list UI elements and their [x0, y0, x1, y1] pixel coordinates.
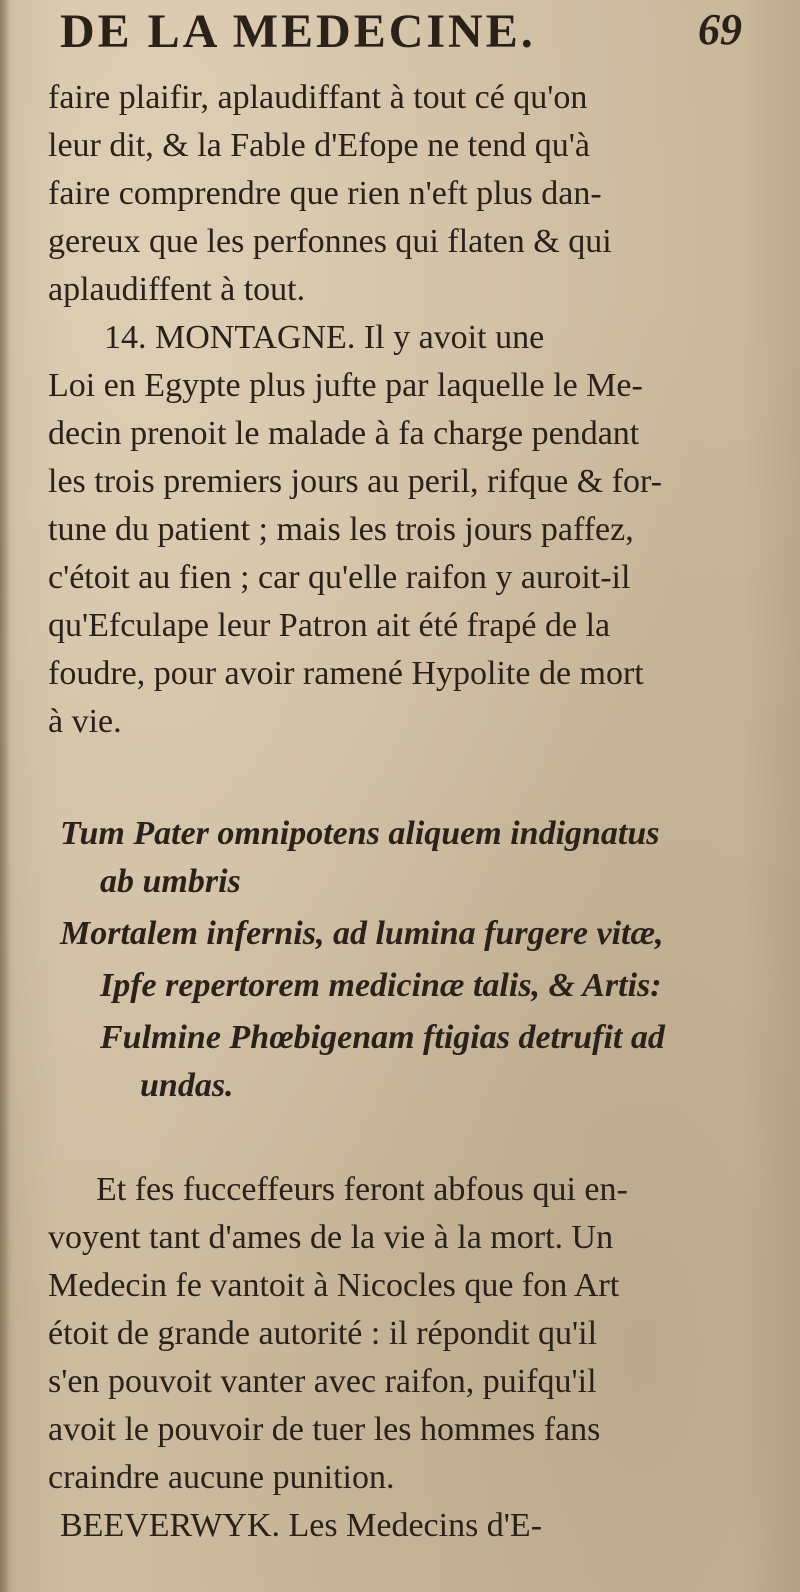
text-line: avoit le pouvoir de tuer les hommes fans: [48, 1411, 601, 1448]
page-gutter-shadow: [0, 0, 10, 1592]
page-number: 69: [698, 5, 742, 54]
text-line: gereux que les perfonnes qui flaten & qui: [48, 223, 612, 260]
text-line: les trois premiers jours au peril, rifque & for-: [48, 463, 662, 500]
text-line: craindre aucune punition.: [48, 1459, 395, 1496]
verse-line: Mortalem infernis, ad lumina furgere vitæ,: [60, 915, 664, 952]
text-line: qu'Efculape leur Patron ait été frapé de la: [48, 607, 611, 644]
text-line: étoit de grande autorité : il répondit qu'il: [48, 1315, 598, 1352]
text-line: leur dit, & la Fable d'Efope ne tend qu'à: [48, 127, 590, 164]
text-line: faire plaifir, aplaudiffant à tout cé qu'on: [48, 79, 588, 116]
verse-line: Fulmine Phœbigenam ftigias detrufit ad: [100, 1019, 665, 1056]
text-line: Medecin fe vantoit à Nicocles que fon Art: [48, 1267, 620, 1304]
text-line: s'en pouvoit vanter avec raifon, puifqu'il: [48, 1363, 597, 1400]
verse-line: Tum Pater omnipotens aliquem indignatus: [60, 815, 660, 852]
text-line: aplaudiffent à tout.: [48, 271, 306, 308]
verse-line: undas.: [140, 1067, 234, 1104]
text-line: decin prenoit le malade à fa charge pendant: [48, 415, 640, 452]
text-line: à vie.: [48, 703, 122, 740]
text-line: foudre, pour avoir ramené Hypolite de mort: [48, 655, 644, 692]
verse-line: ab umbris: [100, 863, 241, 900]
text-line: voyent tant d'ames de la vie à la mort. Un: [48, 1219, 614, 1256]
text-line: Et fes fucceffeurs feront abfous qui en-: [96, 1171, 628, 1208]
section-heading-line: BEEVERWYK. Les Medecins d'E-: [60, 1507, 543, 1544]
running-title: DE LA MEDECINE.: [60, 5, 536, 58]
text-line: Loi en Egypte plus jufte par laquelle le Me-: [48, 367, 643, 404]
text-line: tune du patient ; mais les trois jours paffez,: [48, 511, 634, 548]
section-heading-line: 14. MONTAGNE. Il y avoit une: [104, 319, 545, 356]
page-header: [60, 4, 760, 64]
verse-line: Ipfe repertorem medicinæ talis, & Artis:: [100, 967, 662, 1004]
text-line: c'étoit au fien ; car qu'elle raifon y auroit-il: [48, 559, 631, 596]
text-line: faire comprendre que rien n'eft plus dan-: [48, 175, 602, 212]
